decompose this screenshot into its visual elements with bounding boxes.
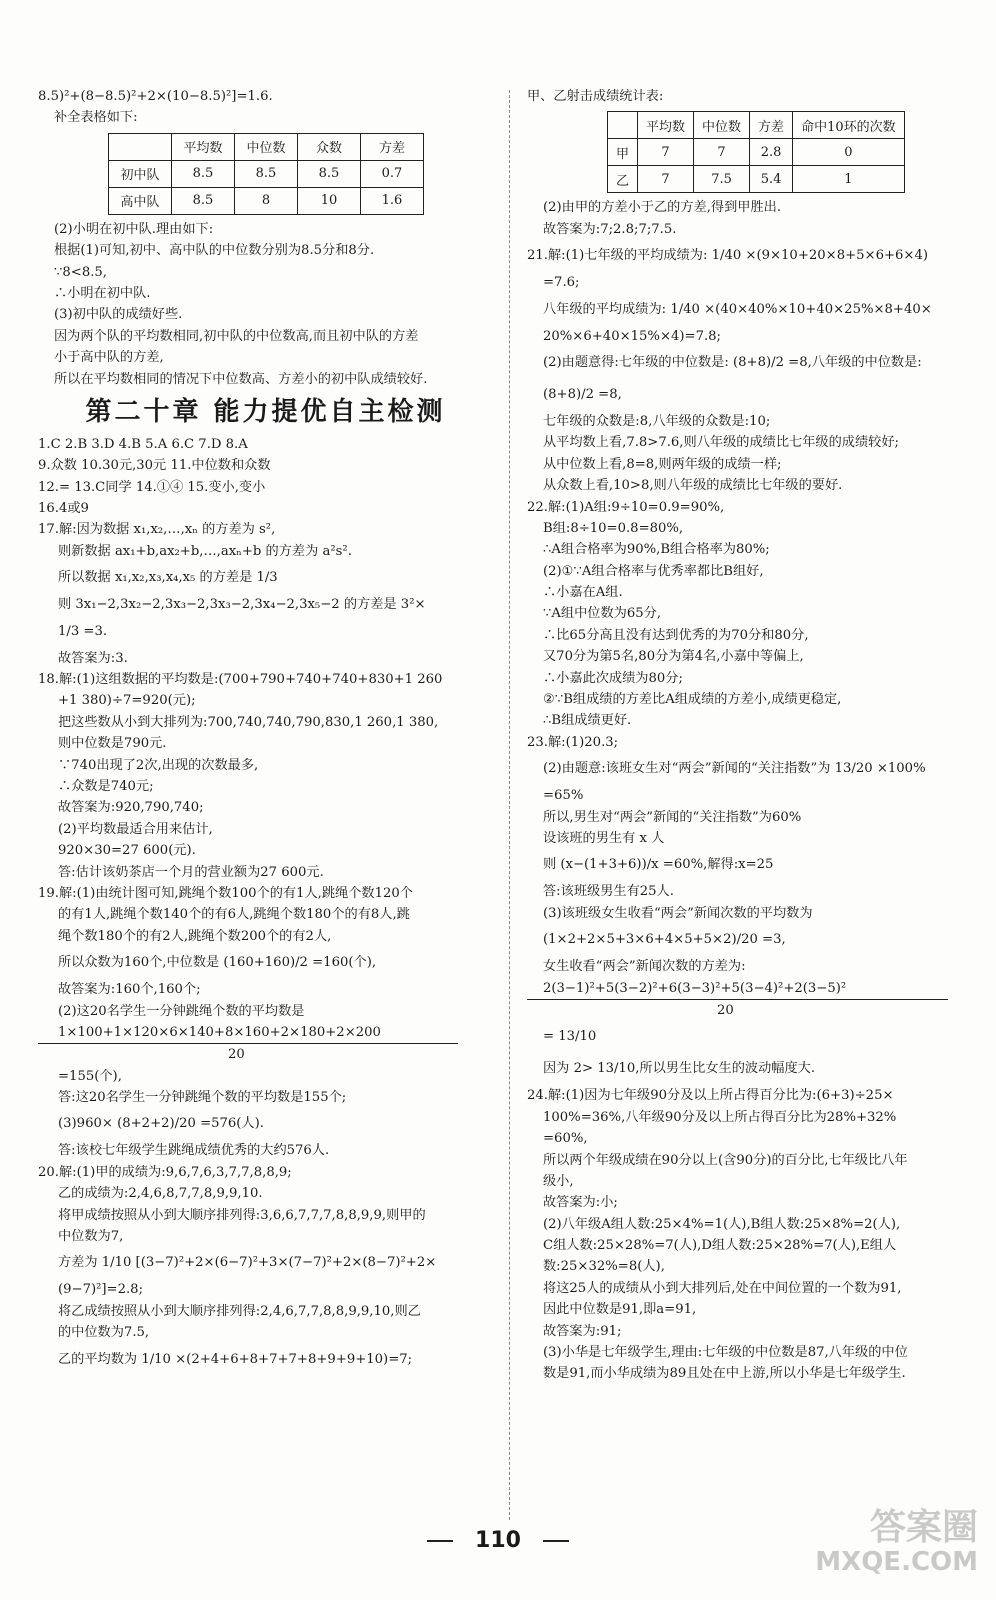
- text-line: 将甲成绩按照从小到大顺序排列得:3,6,6,7,7,7,8,8,9,9,则甲的: [58, 1207, 426, 1223]
- text-line: 则新数据 ax₁+b,ax₂+b,…,axₙ+b 的方差为 a²s².: [58, 543, 352, 559]
- text-line: 的中位数为7.5,: [58, 1325, 150, 1341]
- text-line: 则 (x−(1+3+6))/x =60%,解得:x=25: [543, 857, 774, 873]
- table-cell: [608, 112, 638, 139]
- text-line: (3)960× (8+2+2)/20 =576(人).: [58, 1116, 264, 1132]
- table-cell: 平均数: [172, 133, 235, 160]
- table-cell: 8.5: [298, 160, 361, 187]
- fraction-denominator: 20: [717, 1002, 734, 1018]
- text-line: 八年级的平均成绩为: 1/40 ×(40×40%×10+40×25%×8+40×: [543, 301, 932, 317]
- table-cell: 高中队: [109, 187, 172, 214]
- shooting-stats-table: [607, 111, 905, 193]
- table-cell: 7: [694, 139, 750, 166]
- text-line: ∵8<8.5,: [54, 264, 107, 280]
- text-line: 因此中位数是91,即a=91,: [543, 1302, 697, 1318]
- table-row: [109, 160, 424, 187]
- text-line: 乙的平均数为 1/10 ×(2+4+6+8+7+7+8+9+9+10)=7;: [58, 1351, 413, 1367]
- text-line: ∴小明在初中队.: [54, 285, 151, 301]
- table-cell: 方差: [361, 133, 424, 160]
- text-line: =60%,: [543, 1131, 588, 1147]
- text-line: 故答案为:3.: [58, 650, 128, 666]
- left-column: [38, 86, 493, 1376]
- table-row: [608, 166, 905, 193]
- text-line: 中位数为7,: [58, 1229, 124, 1245]
- fraction-denominator: 20: [228, 1047, 245, 1063]
- text-line: 100%=36%,八年级90分及以上所占得百分比为28%+32%: [543, 1109, 897, 1125]
- text-line: 数:25×32%=8(人),: [543, 1259, 665, 1275]
- text-line: (2)由题意得:七年级的中位数是: (8+8)/2 =8,八年级的中位数是:: [543, 354, 922, 370]
- table-cell: 7: [638, 139, 694, 166]
- text-line: 所以众数为160个,中位数是 (160+160)/2 =160(个),: [58, 955, 377, 971]
- text-line: 数是91,而小华成绩为89且处在中上游,所以小华是七年级学生.: [543, 1366, 906, 1382]
- text-line: =155(个),: [58, 1068, 122, 1084]
- text-line: 则 3x₁−2,3x₂−2,3x₃−2,3x₃−2,3x₄−2,3x₅−2 的方差是 3²×: [58, 597, 426, 613]
- text-line: (2)八年级A组人数:25×4%=1(人),B组人数:25×8%=2(人),: [543, 1216, 901, 1232]
- text-line: 16.4或9: [38, 501, 89, 517]
- text-line: 21.解:(1)七年级的平均成绩为: 1/40 ×(9×10+20×8+5×6+6×4): [527, 248, 929, 264]
- table-cell: 平均数: [638, 112, 694, 139]
- table-header-row: [109, 133, 424, 160]
- text-line: =65%: [543, 788, 584, 804]
- text-line: ∴小嘉此次成绩为80分;: [543, 670, 683, 686]
- table-cell: 方差: [750, 112, 793, 139]
- fraction-numerator: 2(3−1)²+5(3−2)²+6(3−3)²+5(3−4)²+2(3−5)²: [527, 978, 948, 1000]
- right-column: [527, 86, 972, 1385]
- text-line: 补全表格如下:: [54, 110, 138, 126]
- table-cell: 8.5: [235, 160, 298, 187]
- text-line: = 13/10: [543, 1029, 597, 1045]
- text-line: 17.解:因为数据 x₁,x₂,…,xₙ 的方差为 s²,: [38, 522, 276, 538]
- text-line: 答:估计该奶茶店一个月的营业额为27 600元.: [58, 864, 324, 880]
- footer-dash-right: [543, 1540, 569, 1542]
- text-line: =7.6;: [543, 275, 580, 291]
- table-cell: 中位数: [694, 112, 750, 139]
- table-row: [608, 139, 905, 166]
- table-cell: 1.6: [361, 187, 424, 214]
- text-line: C组人数:25×28%=7(人),D组人数:25×28%=7(人),E组人: [543, 1238, 897, 1254]
- text-line: 所以两个年级成绩在90分以上(含90分)的百分比,七年级比八年: [543, 1152, 908, 1168]
- text-line: 的有1人,跳绳个数140个的有6人,跳绳个数180个的有8人,跳: [58, 907, 410, 923]
- text-line: 女生收看“两会”新闻次数的方差为:: [543, 959, 746, 975]
- table-cell: 0: [793, 139, 905, 166]
- text-line: 从众数上看,10>8,则八年级的成绩比七年级的要好.: [543, 478, 843, 494]
- text-line: 19.解:(1)由统计图可知,跳绳个数100个的有1人,跳绳个数120个: [38, 885, 413, 901]
- column-divider: [509, 90, 510, 1520]
- text-line: 答:这20名学生一分钟跳绳个数的平均数是155个;: [58, 1090, 347, 1106]
- text-line: ∴比65分高且没有达到优秀的为70分和80分,: [543, 627, 809, 643]
- table-row: [109, 187, 424, 214]
- text-line: (2)由甲的方差小于乙的方差,得到甲胜出.: [543, 200, 782, 216]
- text-line: 乙的成绩为:2,4,6,8,7,7,8,9,9,10.: [58, 1186, 263, 1202]
- text-line: 从平均数上看,7.8>7.6,则八年级的成绩比七年级的成绩较好;: [543, 435, 899, 451]
- table-cell: 8.5: [172, 187, 235, 214]
- text-line: (9−7)²]=2.8;: [58, 1282, 144, 1298]
- table-cell: 1: [793, 166, 905, 193]
- text-line: 故答案为:160个,160个;: [58, 982, 201, 998]
- text-line: (2)平均数最适合用来估计,: [58, 821, 213, 837]
- text-line: ∴B组成绩更好.: [543, 713, 632, 729]
- text-line: 因为两个队的平均数相同,初中队的中位数高,而且初中队的方差: [54, 328, 419, 344]
- text-line: 18.解:(1)这组数据的平均数是:(700+790+740+740+830+1 260: [38, 672, 443, 688]
- table-cell: 8: [235, 187, 298, 214]
- text-line: 故答案为:小;: [543, 1195, 618, 1211]
- text-line: 将乙成绩按照从小到大顺序排列得:2,4,6,7,7,8,8,9,9,10,则乙: [58, 1303, 421, 1319]
- table-cell: [109, 133, 172, 160]
- text-line: 从中位数上看,8=8,则两年级的成绩一样;: [543, 456, 782, 472]
- text-line: ∴A组合格率为90%,B组合格率为80%;: [543, 542, 770, 558]
- text-line: 20%×6+40×15%×4)=7.8;: [543, 328, 721, 344]
- text-line: B组:8÷10=0.8=80%,: [543, 520, 684, 536]
- text-line: 设该班的男生有 x 人: [543, 830, 665, 846]
- table-cell: 命中10环的次数: [793, 112, 905, 139]
- text-line: 1/3 =3.: [58, 623, 108, 639]
- text-line: 甲、乙射击成绩统计表:: [527, 89, 664, 104]
- text-line: (8+8)/2 =8,: [543, 386, 622, 402]
- fraction-numerator: 1×100+1×120×6×140+8×160+2×180+2×200: [38, 1022, 458, 1044]
- footer-dash-left: [427, 1540, 453, 1542]
- text-line: 23.解:(1)20.3;: [527, 734, 619, 750]
- text-line: 故答案为:91;: [543, 1323, 622, 1339]
- text-line: 故答案为:7;2.8;7;7.5.: [543, 221, 677, 237]
- text-line: 小于高中队的方差,: [54, 350, 164, 366]
- text-line: 根据(1)可知,初中、高中队的中位数分别为8.5分和8分.: [54, 243, 375, 259]
- table-cell: 7.5: [694, 166, 750, 193]
- text-line: (3)初中队的成绩好些.: [54, 307, 183, 323]
- text-line: 22.解:(1)A组:9÷10=0.9=90%,: [527, 499, 725, 515]
- text-line: +1 380)÷7=920(元);: [58, 693, 196, 709]
- text-line: 级小,: [543, 1173, 574, 1189]
- text-line: (3)该班级女生收看“两会”新闻次数的平均数为: [543, 905, 813, 921]
- text-line: 920×30=27 600(元).: [58, 843, 196, 859]
- table-cell: 5.4: [750, 166, 793, 193]
- table-cell: 7: [638, 166, 694, 193]
- text-line: 所以,男生对“两会”新闻的“关注指数”为60%: [543, 809, 802, 825]
- text-line: ∴小嘉在A组.: [543, 585, 623, 601]
- table-cell: 10: [298, 187, 361, 214]
- table-cell: 2.8: [750, 139, 793, 166]
- text-line: 所以数据 x₁,x₂,x₃,x₄,x₅ 的方差是 1/3: [58, 570, 278, 586]
- text-line: (2)①∵A组合格率与优秀率都比B组好,: [543, 563, 764, 579]
- text-line: 将这25人的成绩从小到大排列后,处在中间位置的一个数为91,: [543, 1280, 902, 1296]
- table-cell: 0.7: [361, 160, 424, 187]
- table-cell: 中位数: [235, 133, 298, 160]
- text-line: 8.5)²+(8−8.5)²+2×(10−8.5)²]=1.6.: [38, 89, 273, 104]
- text-line: 答:该班级男生有25人.: [543, 884, 674, 900]
- table-cell: 甲: [608, 139, 638, 166]
- text-line: 9.众数 10.30元,30元 11.中位数和众数: [38, 458, 271, 474]
- text-line: (2)这20名学生一分钟跳绳个数的平均数是: [58, 1003, 305, 1019]
- table-cell: 8.5: [172, 160, 235, 187]
- text-line: 所以在平均数相同的情况下中位数高、方差小的初中队成绩较好.: [54, 371, 428, 387]
- text-line: 1.C 2.B 3.D 4.B 5.A 6.C 7.D 8.A: [38, 436, 248, 452]
- text-line: 因为 2> 13/10,所以男生比女生的波动幅度大.: [543, 1061, 816, 1077]
- table-header-row: [608, 112, 905, 139]
- text-line: (1×2+2×5+3×6+4×5+5×2)/20 =3,: [543, 932, 786, 948]
- page-number: 110: [475, 1528, 521, 1553]
- text-line: ∵740出现了2次,出现的次数最多,: [58, 757, 259, 773]
- table-cell: 初中队: [109, 160, 172, 187]
- text-line: (2)由题意:该班女生对“两会”新闻的“关注指数”为 13/20 ×100%: [543, 761, 926, 777]
- text-line: (3)小华是七年级学生,理由:七年级的中位数是87,八年级的中位: [543, 1345, 908, 1361]
- text-line: 方差为 1/10 [(3−7)²+2×(6−7)²+3×(7−7)²+2×(8−7)²+2×: [58, 1255, 437, 1271]
- text-line: 12.= 13.C同学 14.①④ 15.变小,变小: [38, 479, 266, 495]
- text-line: (2)小明在初中队.理由如下:: [54, 221, 214, 237]
- team-stats-table: [108, 133, 424, 215]
- text-line: 答:该校七年级学生跳绳成绩优秀的大约576人.: [58, 1143, 330, 1159]
- text-line: 则中位数是790元.: [58, 736, 167, 752]
- table-cell: 众数: [298, 133, 361, 160]
- text-line: 绳个数180个的有2人,跳绳个数200个的有2人,: [58, 928, 332, 944]
- text-line: 又70分为第5名,80分为第4名,小嘉中等偏上,: [543, 649, 804, 665]
- watermark-url: MXQE.COM: [815, 1546, 978, 1577]
- text-line: 20.解:(1)甲的成绩为:9,6,7,6,3,7,7,8,8,9;: [38, 1164, 292, 1180]
- chapter-title: 第二十章 能力提优自主检测: [85, 396, 446, 427]
- text-line: 故答案为:920,790,740;: [58, 800, 204, 816]
- text-line: ∵A组中位数为65分,: [543, 606, 662, 622]
- text-line: 把这些数从小到大排列为:700,740,740,790,830,1 260,1 380,: [58, 714, 439, 730]
- text-line: ②∵B组成绩的方差比A组成绩的方差小,成绩更稳定,: [543, 692, 842, 708]
- text-line: 24.解:(1)因为七年级90分及以上所占得百分比为:(6+3)÷25×: [527, 1088, 894, 1104]
- table-cell: 乙: [608, 166, 638, 193]
- text-line: 七年级的众数是:8,八年级的众数是:10;: [543, 413, 771, 429]
- text-line: ∴众数是740元;: [58, 778, 154, 794]
- watermark-logo-text: 答案圈: [869, 1507, 978, 1548]
- watermark: [815, 1508, 978, 1576]
